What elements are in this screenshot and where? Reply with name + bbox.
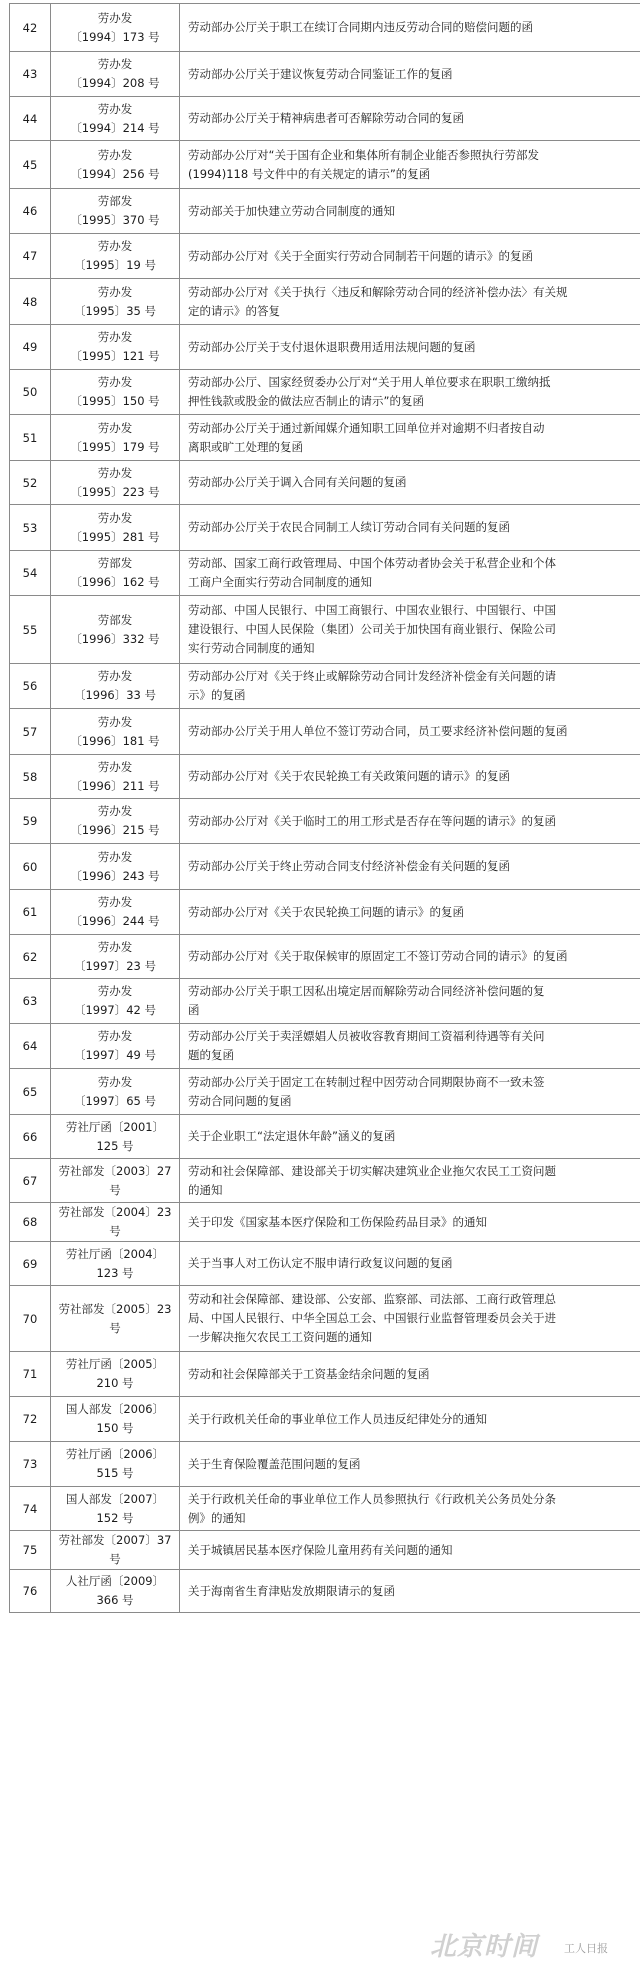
document-title-line: 劳动部办公厅关于固定工在转制过程中因劳动合同期限协商不一致未签: [188, 1074, 545, 1089]
row-number: 64: [10, 1024, 51, 1069]
document-title-line: 函: [188, 1003, 200, 1017]
document-number: [51, 1487, 180, 1531]
document-number-line: 〔1996〕181 号: [70, 733, 160, 748]
row-number: 60: [10, 844, 51, 890]
document-title: [180, 1069, 640, 1115]
table-row: [10, 1570, 640, 1613]
document-title: [180, 755, 640, 799]
table-row: [10, 755, 640, 799]
document-number: [51, 709, 180, 755]
document-title-line: 一步解决拖欠农民工工资问题的通知: [188, 1330, 372, 1344]
table-row: [10, 1442, 640, 1487]
document-number-line: 〔1997〕42 号: [73, 1003, 157, 1017]
watermark-small: 工人日报: [564, 1942, 608, 1955]
row-number: 45: [10, 141, 51, 189]
document-number-line: 〔1996〕332 号: [70, 631, 160, 646]
table-row: [10, 1159, 640, 1203]
row-number: 66: [10, 1115, 51, 1159]
row-number: 65: [10, 1069, 51, 1115]
document-title: [180, 415, 640, 461]
row-number: 51: [10, 415, 51, 461]
document-title: [180, 234, 640, 279]
document-number: [51, 52, 180, 97]
document-title-line: 劳动部办公厅对《关于农民轮换工问题的请示》的复函: [188, 904, 464, 919]
table-row: [10, 1352, 640, 1397]
document-number-line: 152 号: [96, 1510, 134, 1525]
table-row: [10, 4, 640, 52]
document-number-line: 366 号: [96, 1593, 134, 1607]
row-number: 58: [10, 755, 51, 799]
row-number: 67: [10, 1159, 51, 1203]
row-number: 42: [10, 4, 51, 52]
table-row: [10, 799, 640, 844]
document-title-line: 劳动部办公厅对《关于取保候审的原固定工不签订劳动合同的请示》的复函: [188, 949, 568, 963]
document-number: [51, 1286, 180, 1352]
document-number-line: 人社厅函〔2009〕: [65, 1574, 165, 1588]
document-title-line: 关于行政机关任命的事业单位工作人员违反纪律处分的通知: [188, 1411, 487, 1426]
document-number-line: 123 号: [96, 1265, 134, 1280]
row-number: 71: [10, 1352, 51, 1397]
document-number-line: 〔1994〕208 号: [70, 76, 160, 90]
document-number: [51, 1442, 180, 1487]
table-row: [10, 52, 640, 97]
document-number-line: 劳办发: [97, 57, 133, 71]
document-title: [180, 1487, 640, 1531]
document-number-line: 劳办发: [97, 669, 133, 683]
table-row: [10, 596, 640, 664]
document-title-line: 关于当事人对工伤认定不服申请行政复议问题的复函: [188, 1256, 453, 1270]
table-body: [10, 4, 640, 1613]
document-number: [51, 1242, 180, 1286]
document-title: [180, 1159, 640, 1203]
document-title: [180, 505, 640, 551]
document-title: [180, 1352, 640, 1397]
row-number: 50: [10, 370, 51, 415]
document-number: [51, 844, 180, 890]
document-number-line: 〔1996〕33 号: [73, 688, 157, 702]
row-number: 61: [10, 890, 51, 935]
document-title-line: 劳动部关于加快建立劳动合同制度的通知: [188, 203, 395, 218]
document-number-line: 劳办发: [97, 239, 133, 253]
document-number-line: 劳办发: [97, 10, 133, 25]
row-number: 49: [10, 325, 51, 370]
watermark-main: 北京时间: [430, 1932, 539, 1962]
row-number: 43: [10, 52, 51, 97]
document-title-line: 工商户全面实行劳动合同制度的通知: [188, 575, 372, 589]
document-title-line: 劳动部办公厅关于终止劳动合同支付经济补偿金有关问题的复函: [188, 859, 510, 873]
document-table: [9, 3, 640, 1613]
document-number-line: 劳办发: [97, 284, 133, 299]
document-number: [51, 935, 180, 979]
document-title: [180, 370, 640, 415]
document-number-line: 劳社厅函〔2006〕: [65, 1447, 165, 1461]
document-number: [51, 755, 180, 799]
document-title: [180, 1570, 640, 1613]
document-number-line: 劳社部发〔2003〕27 号: [58, 1163, 172, 1197]
document-title: [180, 52, 640, 97]
document-title-line: 关于企业职工“法定退休年龄”涵义的复函: [188, 1129, 396, 1143]
document-title: [180, 1242, 640, 1286]
document-number-line: 劳社厅函〔2004〕: [65, 1246, 165, 1261]
document-number-line: 〔1995〕150 号: [70, 394, 160, 408]
document-number: [51, 325, 180, 370]
document-title: [180, 799, 640, 844]
table-row: [10, 505, 640, 551]
document-title: [180, 551, 640, 596]
document-title: [180, 1286, 640, 1352]
row-number: 57: [10, 709, 51, 755]
document-title-line: 劳动部办公厅关于职工在续订合同期内违反劳动合同的赔偿问题的函: [188, 20, 533, 34]
document-number-line: 〔1995〕121 号: [70, 349, 160, 363]
row-number: 62: [10, 935, 51, 979]
document-number-line: 〔1994〕214 号: [70, 120, 160, 135]
row-number: 73: [10, 1442, 51, 1487]
table-row: [10, 234, 640, 279]
document-number-line: 〔1994〕256 号: [70, 166, 160, 181]
document-number-line: 劳办发: [97, 895, 133, 909]
document-number-line: 劳办发: [97, 849, 133, 864]
document-title-line: 劳动部办公厅对《关于执行〈违反和解除劳动合同的经济补偿办法〉有关规: [188, 284, 568, 299]
document-title: [180, 596, 640, 664]
document-number-line: 劳办发: [97, 101, 133, 116]
row-number: 72: [10, 1397, 51, 1442]
row-number: 44: [10, 97, 51, 141]
document-title: [180, 935, 640, 979]
row-number: 74: [10, 1487, 51, 1531]
row-number: 54: [10, 551, 51, 596]
document-title: [180, 1442, 640, 1487]
table-row: [10, 1242, 640, 1286]
document-number: [51, 551, 180, 596]
document-title-line: 关于印发《国家基本医疗保险和工伤保险药品目录》的通知: [188, 1214, 487, 1229]
document-number-line: 劳办发: [97, 714, 133, 729]
document-number-line: 劳办发: [97, 465, 133, 480]
document-title-line: 题的复函: [188, 1048, 234, 1062]
document-title: [180, 97, 640, 141]
document-number-line: 〔1995〕281 号: [70, 529, 160, 544]
document-title-line: 劳动部办公厅对《关于终止或解除劳动合同计发经济补偿金有关问题的请: [188, 669, 556, 683]
table-row: [10, 551, 640, 596]
document-title: [180, 1531, 640, 1570]
row-number: 76: [10, 1570, 51, 1613]
document-title-line: 劳动部办公厅关于精神病患者可否解除劳动合同的复函: [188, 111, 464, 125]
document-number-line: 劳办发: [97, 147, 133, 162]
document-number-line: 劳部发: [97, 194, 133, 208]
document-number: [51, 596, 180, 664]
row-number: 63: [10, 979, 51, 1024]
table-row: [10, 279, 640, 325]
document-title-line: 劳动部办公厅关于用人单位不签订劳动合同，员工要求经济补偿问题的复函: [188, 724, 568, 738]
document-title-line: 离职或旷工处理的复函: [188, 439, 303, 454]
document-title-line: 押性钱款或股金的做法应否制止的请示”的复函: [188, 394, 424, 408]
document-title-line: 劳动和社会保障部、建设部关于切实解决建筑业企业拖欠农民工工资问题: [188, 1163, 556, 1178]
table-row: [10, 461, 640, 505]
document-number: [51, 664, 180, 709]
row-number: 56: [10, 664, 51, 709]
document-title-line: 建设银行、中国人民保险（集团）公司关于加快国有商业银行、保险公司: [188, 622, 556, 636]
document-title-line: 关于城镇居民基本医疗保险儿童用药有关问题的通知: [188, 1542, 453, 1557]
document-title: [180, 189, 640, 234]
document-number-line: 劳办发: [97, 939, 133, 954]
table-row: [10, 709, 640, 755]
document-number: [51, 461, 180, 505]
row-number: 48: [10, 279, 51, 325]
document-title-line: 示》的复函: [188, 688, 246, 702]
document-title: [180, 1115, 640, 1159]
document-number-line: 劳办发: [97, 510, 133, 525]
document-number-line: 劳办发: [97, 375, 133, 389]
document-title-line: 劳动部办公厅关于农民合同制工人续订劳动合同有关问题的复函: [188, 520, 510, 534]
document-number-line: 〔1996〕211 号: [70, 778, 160, 793]
document-number-line: 劳社部发〔2005〕23 号: [58, 1301, 172, 1335]
row-number: 52: [10, 461, 51, 505]
document-title-line: 劳动部办公厅关于职工因私出境定居而解除劳动合同经济补偿问题的复: [188, 984, 545, 998]
document-title: [180, 279, 640, 325]
table-row: [10, 979, 640, 1024]
document-title-line: 的通知: [188, 1182, 223, 1197]
document-number: [51, 505, 180, 551]
document-number: [51, 1570, 180, 1613]
document-title-line: 定的请示》的答复: [188, 303, 280, 318]
document-title-line: 劳动部办公厅关于支付退休退职费用适用法规问题的复函: [188, 339, 476, 354]
document-title: [180, 1024, 640, 1069]
table-row: [10, 664, 640, 709]
document-number-line: 〔1995〕179 号: [70, 439, 160, 454]
document-title-line: 劳动部、国家工商行政管理局、中国个体劳动者协会关于私营企业和个体: [188, 556, 556, 570]
document-title-line: 关于海南省生育津贴发放期限请示的复函: [188, 1583, 395, 1598]
document-number-line: 劳办发: [97, 420, 133, 435]
document-title: [180, 664, 640, 709]
document-title: [180, 4, 640, 52]
document-number: [51, 1024, 180, 1069]
document-title-line: 劳动部办公厅对《关于农民轮换工有关政策问题的请示》的复函: [188, 769, 510, 783]
document-number-line: 〔1997〕49 号: [73, 1048, 157, 1062]
document-number: [51, 979, 180, 1024]
table-row: [10, 935, 640, 979]
document-number-line: 210 号: [96, 1376, 134, 1390]
document-number: [51, 189, 180, 234]
document-number-line: 〔1995〕19 号: [73, 258, 157, 272]
document-number-line: 〔1994〕173 号: [70, 29, 160, 44]
document-title: [180, 1397, 640, 1442]
table-row: [10, 1286, 640, 1352]
document-title: [180, 461, 640, 505]
document-number: [51, 1531, 180, 1570]
document-number-line: 〔1996〕215 号: [70, 823, 160, 837]
row-number: 53: [10, 505, 51, 551]
document-number-line: 劳办发: [97, 984, 133, 998]
document-number: [51, 234, 180, 279]
document-number: [51, 799, 180, 844]
document-number-line: 劳办发: [97, 759, 133, 774]
document-number-line: 劳办发: [97, 330, 133, 344]
document-title-line: 劳动合同问题的复函: [188, 1093, 292, 1108]
document-number-line: 125 号: [96, 1138, 134, 1153]
document-number: [51, 141, 180, 189]
document-number-line: 〔1996〕162 号: [70, 575, 160, 589]
document-number: [51, 415, 180, 461]
row-number: 46: [10, 189, 51, 234]
document-title-line: 劳动和社会保障部、建设部、公安部、监察部、司法部、工商行政管理总: [188, 1292, 556, 1306]
document-number-line: 国人部发〔2007〕: [65, 1491, 165, 1506]
document-number: [51, 370, 180, 415]
document-number: [51, 890, 180, 935]
document-title-line: 劳动部、中国人民银行、中国工商银行、中国农业银行、中国银行、中国: [188, 603, 556, 617]
document-title-line: 劳动部办公厅、国家经贸委办公厅对“关于用人单位要求在职职工缴纳抵: [188, 375, 551, 389]
document-title-line: (1994)118 号文件中的有关规定的请示”的复函: [188, 166, 431, 181]
document-number-line: 〔1996〕244 号: [70, 914, 160, 928]
document-title-line: 劳动部办公厅对《关于临时工的用工形式是否存在等问题的请示》的复函: [188, 813, 556, 828]
table-row: [10, 1397, 640, 1442]
document-title-line: 劳动部办公厅对《关于全面实行劳动合同制若干问题的请示》的复函: [188, 248, 533, 263]
document-title: [180, 141, 640, 189]
row-number: 47: [10, 234, 51, 279]
table-row: [10, 189, 640, 234]
document-number-line: 劳社厅函〔2005〕: [65, 1357, 165, 1371]
table-row: [10, 844, 640, 890]
document-number-line: 劳部发: [97, 556, 133, 570]
document-number: [51, 1159, 180, 1203]
document-number: [51, 1352, 180, 1397]
document-title-line: 关于生育保险覆盖范围问题的复函: [188, 1456, 361, 1471]
document-number: [51, 97, 180, 141]
document-title-line: 关于行政机关任命的事业单位工作人员参照执行《行政机关公务员处分条: [188, 1491, 556, 1506]
document-number-line: 劳社部发〔2004〕23 号: [58, 1205, 172, 1238]
document-number-line: 劳办发: [97, 1029, 133, 1043]
document-number: [51, 1203, 180, 1242]
table-row: [10, 415, 640, 461]
document-title: [180, 844, 640, 890]
table-row: [10, 97, 640, 141]
document-number-line: 〔1995〕370 号: [70, 213, 160, 227]
document-number-line: 劳社厅函〔2001〕: [65, 1119, 165, 1134]
table-row: [10, 1069, 640, 1115]
table-row: [10, 325, 640, 370]
document-number: [51, 1069, 180, 1115]
document-number-line: 劳办发: [97, 804, 133, 818]
document-number-line: 劳社部发〔2007〕37 号: [58, 1533, 172, 1566]
document-title-line: 劳动和社会保障部关于工资基金结余问题的复函: [188, 1366, 430, 1381]
document-number: [51, 1115, 180, 1159]
document-number-line: 国人部发〔2006〕: [65, 1402, 165, 1416]
document-number-line: 劳部发: [97, 612, 133, 627]
document-number-line: 劳办发: [97, 1074, 133, 1089]
document-number: [51, 279, 180, 325]
document-number-line: 〔1995〕35 号: [73, 303, 157, 318]
document-number-line: 〔1995〕223 号: [70, 484, 160, 499]
table-row: [10, 370, 640, 415]
table-row: [10, 1024, 640, 1069]
document-title-line: 局、中国人民银行、中华全国总工会、中国银行业监督管理委员会关于进: [188, 1311, 556, 1325]
document-title-line: 劳动部办公厅关于调入合同有关问题的复函: [188, 475, 407, 489]
table-row: [10, 890, 640, 935]
document-number-line: 〔1996〕243 号: [70, 868, 160, 883]
row-number: 75: [10, 1531, 51, 1570]
document-title-line: 实行劳动合同制度的通知: [188, 641, 315, 655]
row-number: 69: [10, 1242, 51, 1286]
row-number: 55: [10, 596, 51, 664]
table-row: [10, 1203, 640, 1242]
document-number-line: 〔1997〕65 号: [73, 1093, 157, 1108]
document-title: [180, 325, 640, 370]
document-title: [180, 1203, 640, 1242]
document-title-line: 例》的通知: [188, 1510, 246, 1525]
document-title-line: 劳动部办公厅关于建议恢复劳动合同鉴证工作的复函: [188, 66, 453, 81]
document-title: [180, 890, 640, 935]
table-row: [10, 1487, 640, 1531]
row-number: 68: [10, 1203, 51, 1242]
document-title-line: 劳动部办公厅关于通过新闻媒介通知职工回单位并对逾期不归者按自动: [188, 420, 545, 435]
document-number-line: 150 号: [96, 1421, 134, 1435]
document-title: [180, 979, 640, 1024]
document-number-line: 515 号: [96, 1466, 134, 1480]
document-number-line: 〔1997〕23 号: [73, 958, 157, 973]
document-number: [51, 4, 180, 52]
document-number: [51, 1397, 180, 1442]
table-row: [10, 1531, 640, 1570]
row-number: 70: [10, 1286, 51, 1352]
row-number: 59: [10, 799, 51, 844]
table-row: [10, 141, 640, 189]
table-row: [10, 1115, 640, 1159]
document-title-line: 劳动部办公厅对“关于国有企业和集体所有制企业能否参照执行劳部发: [188, 147, 539, 162]
document-title: [180, 709, 640, 755]
document-title-line: 劳动部办公厅关于卖淫嫖娼人员被收容教育期间工资福利待遇等有关问: [188, 1029, 545, 1043]
